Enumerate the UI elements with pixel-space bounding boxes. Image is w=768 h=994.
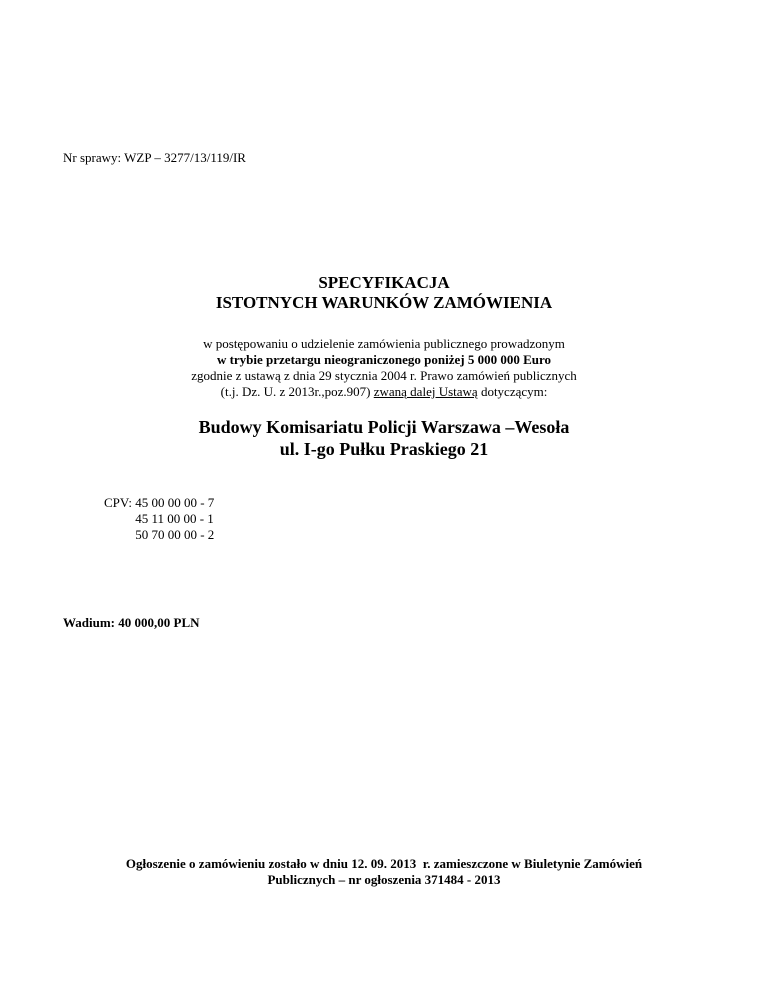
announcement-note [0,856,768,888]
order-subject [0,416,768,460]
intro-line-2: w trybie przetargu nieograniczonego poniżej 5 000 000 Euro [216,352,552,367]
title-line-1: SPECYFIKACJA [318,273,450,292]
cpv-code: 45 00 00 00 - 7 [135,495,215,510]
document-title [0,273,768,313]
footer-line-2: Publicznych – nr ogłoszenia 371484 - 2013 [267,872,501,887]
wadium-amount: Wadium: 40 000,00 PLN [63,615,200,630]
case-number: Nr sprawy: WZP – 3277/13/119/IR [63,150,246,165]
intro-underlined-phrase: zwaną dalej Ustawą [373,384,478,399]
cpv-code-list [135,495,214,543]
intro-line-3: zgodnie z ustawą z dnia 29 stycznia 2004 r. Prawo zamówień publicznych [191,368,577,383]
title-line-2: ISTOTNYCH WARUNKÓW ZAMÓWIENIA [215,293,553,312]
intro-line-4-end: dotyczącym: [477,384,548,399]
subject-line-1: Budowy Komisariatu Policji Warszawa –Wesoła [198,417,570,437]
cpv-code: 50 70 00 00 - 2 [135,527,215,542]
footer-line-1: Ogłoszenie o zamówieniu zostało w dniu 12. 09. 2013 r. zamieszczone w Biuletynie Zamówień [125,856,643,871]
subject-line-2: ul. I-go Pułku Praskiego 21 [279,439,489,459]
cpv-code: 45 11 00 00 - 1 [135,511,214,526]
intro-paragraph [0,336,768,400]
intro-line-1: w postępowaniu o udzielenie zamówienia publicznego prowadzonym [203,336,565,351]
intro-line-4 [0,384,768,400]
cpv-codes [104,495,214,543]
intro-line-4-start: (t.j. Dz. U. z 2013r.,poz.907) [220,384,374,399]
cpv-label: CPV: [104,495,136,510]
